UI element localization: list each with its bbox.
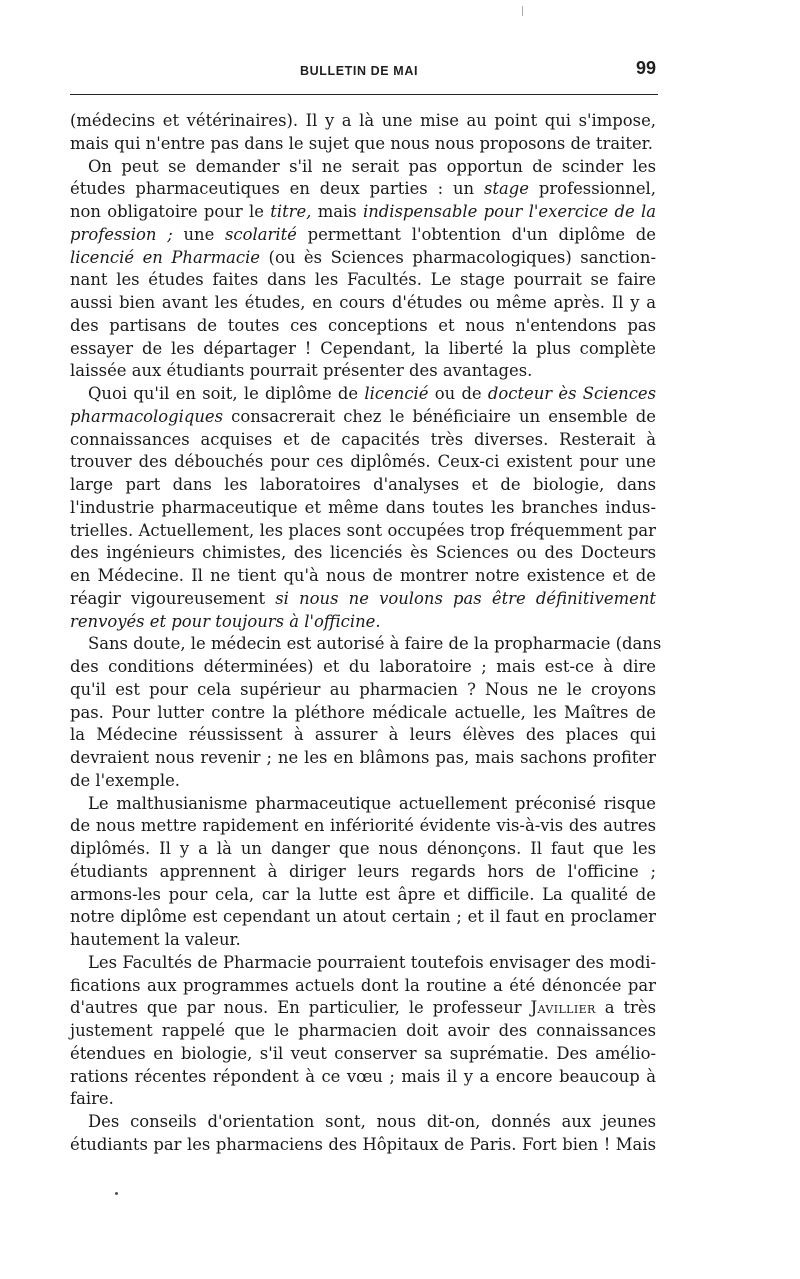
- text-line: [70, 1043, 656, 1066]
- text-line: [70, 474, 656, 497]
- text-run: des ingénieurs chimistes, des licenciés ès Sciences ou des Docteurs: [70, 543, 656, 563]
- text-run: notre diplôme est cependant un atout certain ; et il faut en proclamer: [70, 907, 656, 927]
- text-line: [70, 906, 656, 929]
- italic-run: renvoyés et pour toujours à l'officine.: [70, 611, 381, 631]
- text-line: [70, 861, 656, 884]
- text-line: [70, 588, 656, 611]
- text-run: connaissances acquises et de capacités très diverses. Resterait à: [70, 429, 656, 449]
- text-run: diplômés. Il y a là un danger que nous dénonçons. Il faut que les: [70, 839, 656, 858]
- text-line: [70, 975, 656, 998]
- text-run: hautement la valeur.: [70, 930, 241, 949]
- text-line: [70, 497, 656, 520]
- text-run: a très: [595, 998, 657, 1018]
- text-run: fications aux programmes actuels dont la routine a été dénoncée par: [70, 975, 656, 995]
- text-run: pas. Pour lutter contre la pléthore médicale actuelle, les Maîtres de: [70, 702, 656, 722]
- italic-run: scolarité: [225, 224, 297, 244]
- author-name: Javillier: [530, 998, 596, 1018]
- text-line: [70, 201, 656, 224]
- text-run: de l'exemple.: [70, 770, 180, 790]
- text-run: Quoi qu'il en soit, le diplôme de: [88, 384, 365, 403]
- body-text: [70, 110, 662, 1157]
- text-line: [70, 224, 656, 247]
- text-line: [70, 633, 662, 656]
- text-line: [70, 110, 656, 133]
- text-line: [70, 724, 656, 747]
- text-run: faire.: [70, 1089, 114, 1109]
- text-line: [70, 884, 656, 907]
- text-run: nant les études faites dans les Facultés. Le stage pourrait se faire: [70, 270, 656, 290]
- text-line: [70, 383, 656, 406]
- text-run: Des conseils d'orientation sont, nous dit-on, donnés aux jeunes: [88, 1112, 656, 1131]
- text-run: étudiants par les pharmaciens des Hôpitaux de Paris. Fort bien ! Mais: [70, 1134, 656, 1154]
- text-run: On peut se demander s'il ne serait pas opportun de scinder les: [88, 156, 656, 176]
- text-run: aussi bien avant les études, en cours d'études ou même après. Il y a: [70, 293, 656, 312]
- italic-run: si nous ne voulons pas être définitivement: [275, 588, 656, 608]
- text-line: [70, 178, 656, 201]
- running-header: BULLETIN DE MAI: [300, 64, 419, 78]
- text-line: [70, 679, 656, 702]
- text-run: permettant l'obtention d'un diplôme de: [296, 224, 657, 244]
- text-line: [70, 1088, 656, 1111]
- text-line: [70, 315, 656, 338]
- text-run: essayer de les départager ! Cependant, la liberté la plus complète: [70, 338, 656, 358]
- text-line: [70, 1020, 656, 1043]
- text-line: [70, 1134, 656, 1157]
- text-run: consacrerait chez le bénéficiaire un ensemble de: [223, 406, 656, 426]
- text-line: [70, 520, 656, 543]
- text-line: [70, 747, 656, 770]
- text-run: l'industrie pharmaceutique et même dans toutes les branches indus-: [70, 497, 656, 517]
- text-line: [70, 338, 656, 361]
- text-line: [70, 406, 656, 429]
- text-run: trielles. Actuellement, les places sont occupées trop fréquemment par: [70, 520, 656, 540]
- text-run: qu'il est pour cela supérieur au pharmacien ? Nous ne le croyons: [70, 679, 656, 699]
- italic-run: indispensable pour l'exercice de la: [362, 202, 656, 221]
- italic-run: pharmacologiques: [70, 406, 224, 426]
- text-run: Le malthusianisme pharmaceutique actuellement préconisé risque: [88, 793, 656, 813]
- text-line: [70, 702, 656, 725]
- text-line: [70, 565, 656, 588]
- text-run: Sans doute, le médecin est autorisé à faire de la propharmacie (dans: [88, 634, 662, 654]
- text-run: trouver des débouchés pour ces diplômés. Ceux-ci existent pour une: [70, 452, 656, 472]
- scan-speck: [115, 1192, 118, 1195]
- text-run: étendues en biologie, s'il veut conserver sa suprématie. Des amélio-: [70, 1043, 656, 1063]
- text-line: [70, 656, 656, 679]
- text-line: [70, 815, 656, 838]
- text-run: des conditions déterminées) et du laboratoire ; mais est-ce à dire: [70, 657, 656, 676]
- scan-mark: [522, 6, 523, 16]
- text-run: justement rappelé que le pharmacien doit avoir des connaissances: [70, 1021, 656, 1040]
- italic-run: titre,: [270, 202, 312, 221]
- text-run: de nous mettre rapidement en infériorité évidente vis-à-vis des autres: [70, 816, 656, 836]
- text-line: [70, 770, 656, 793]
- text-run: professionnel,: [528, 179, 657, 199]
- text-line: [70, 247, 656, 270]
- italic-run: licencié en Pharmacie: [70, 247, 261, 267]
- text-run: mais qui n'entre pas dans le sujet que nous nous proposons de traiter.: [70, 133, 653, 153]
- header-rule: [70, 94, 658, 95]
- text-line: [70, 1111, 656, 1134]
- text-run: étudiants apprennent à diriger leurs regards hors de l'officine ;: [70, 861, 656, 881]
- text-line: [70, 838, 656, 861]
- text-run: en Médecine. Il ne tient qu'à nous de montrer notre existence et de: [70, 566, 656, 585]
- text-line: [70, 451, 656, 474]
- text-line: [70, 952, 656, 975]
- text-run: (médecins et vétérinaires). Il y a là une mise au point qui s'impose,: [70, 111, 656, 130]
- page-number: 99: [636, 58, 657, 78]
- text-line: [70, 292, 656, 315]
- text-run: large part dans les laboratoires d'analyses et de biologie, dans: [70, 475, 656, 494]
- italic-run: docteur ès Sciences: [487, 384, 657, 403]
- text-run: non obligatoire pour le: [70, 202, 271, 221]
- text-line: [70, 929, 656, 952]
- text-line: [70, 611, 656, 634]
- text-line: [70, 997, 656, 1020]
- text-line: [70, 429, 656, 452]
- text-run: d'autres que par nous. En particulier, le professeur: [70, 998, 531, 1018]
- text-line: [70, 360, 656, 383]
- text-run: devraient nous revenir ; ne les en blâmons pas, mais sachons profiter: [70, 748, 656, 767]
- text-run: armons-les pour cela, car la lutte est âpre et difficile. La qualité de: [70, 884, 656, 904]
- text-run: ou de: [428, 384, 488, 403]
- text-line: [70, 269, 656, 292]
- text-run: (ou ès Sciences pharmacologiques) sanction-: [260, 247, 656, 267]
- text-line: [70, 542, 656, 565]
- text-run: la Médecine réussissent à assurer à leurs élèves des places qui: [70, 725, 656, 745]
- text-run: Les Facultés de Pharmacie pourraient toutefois envisager des modi-: [88, 952, 656, 972]
- text-run: une: [172, 224, 226, 244]
- text-run: des partisans de toutes ces conceptions et nous n'entendons pas: [70, 315, 656, 335]
- text-run: études pharmaceutiques en deux parties : un: [70, 179, 484, 199]
- text-line: [70, 133, 656, 156]
- text-run: réagir vigoureusement: [70, 588, 276, 608]
- italic-run: profession ;: [70, 224, 173, 244]
- text-run: laissée aux étudiants pourrait présenter des avantages.: [70, 361, 533, 381]
- text-line: [70, 1066, 656, 1089]
- text-run: mais: [311, 202, 363, 221]
- italic-run: licencié: [364, 384, 429, 403]
- text-line: [70, 793, 656, 816]
- text-line: [70, 156, 656, 179]
- italic-run: stage: [483, 179, 529, 199]
- text-run: rations récentes répondent à ce vœu ; mais il y a encore beaucoup à: [70, 1066, 656, 1086]
